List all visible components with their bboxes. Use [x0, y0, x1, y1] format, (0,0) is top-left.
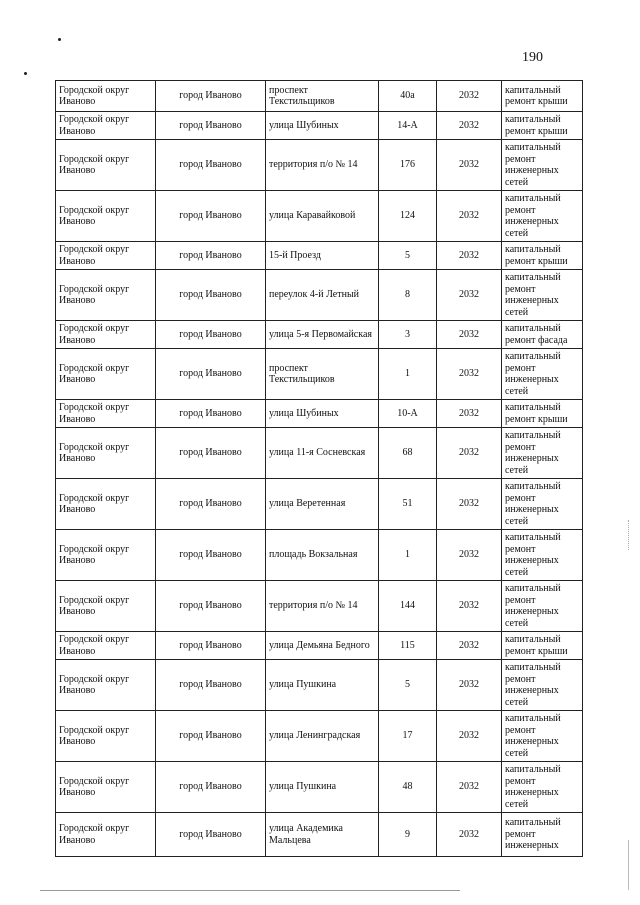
house-number-cell: 40а — [379, 81, 437, 112]
city-cell: город Иваново — [156, 349, 266, 400]
year-cell: 2032 — [437, 479, 502, 530]
house-number-cell: 5 — [379, 242, 437, 270]
table-row — [56, 349, 583, 400]
year-cell: 2032 — [437, 242, 502, 270]
city-cell: город Иваново — [156, 762, 266, 813]
table-row — [56, 813, 583, 857]
scan-mark — [628, 840, 630, 890]
house-number-cell: 48 — [379, 762, 437, 813]
work-type-cell: капитальный ремонт инженерных сетей — [502, 581, 583, 632]
year-cell: 2032 — [437, 349, 502, 400]
street-cell: улица Ленинградская — [266, 711, 379, 762]
street-cell: улица Академика Мальцева — [266, 813, 379, 857]
district-cell: Городской округ Иваново — [56, 581, 156, 632]
work-type-cell: капитальный ремонт инженерных сетей — [502, 762, 583, 813]
district-cell: Городской округ Иваново — [56, 242, 156, 270]
street-cell: площадь Вокзальная — [266, 530, 379, 581]
district-cell: Городской округ Иваново — [56, 711, 156, 762]
street-cell: улица Пушкина — [266, 762, 379, 813]
work-type-cell: капитальный ремонт инженерных сетей — [502, 660, 583, 711]
city-cell: город Иваново — [156, 530, 266, 581]
work-type-cell: капитальный ремонт инженерных сетей — [502, 479, 583, 530]
city-cell: город Иваново — [156, 140, 266, 191]
table-row — [56, 112, 583, 140]
street-cell: проспект Текстильщиков — [266, 81, 379, 112]
house-number-cell: 124 — [379, 191, 437, 242]
work-type-cell: капитальный ремонт крыши — [502, 400, 583, 428]
district-cell: Городской округ Иваново — [56, 191, 156, 242]
district-cell: Городской округ Иваново — [56, 81, 156, 112]
table-row — [56, 81, 583, 112]
house-number-cell: 9 — [379, 813, 437, 857]
district-cell: Городской округ Иваново — [56, 530, 156, 581]
work-type-cell: капитальный ремонт фасада — [502, 321, 583, 349]
district-cell: Городской округ Иваново — [56, 428, 156, 479]
district-cell: Городской округ Иваново — [56, 813, 156, 857]
table-row — [56, 762, 583, 813]
street-cell: улица 5-я Первомайская — [266, 321, 379, 349]
city-cell: город Иваново — [156, 428, 266, 479]
street-cell: переулок 4-й Летный — [266, 270, 379, 321]
year-cell: 2032 — [437, 140, 502, 191]
street-cell: территория п/о № 14 — [266, 140, 379, 191]
table-row — [56, 428, 583, 479]
district-cell: Городской округ Иваново — [56, 349, 156, 400]
table-row — [56, 191, 583, 242]
street-cell: улица Каравайковой — [266, 191, 379, 242]
house-number-cell: 14-А — [379, 112, 437, 140]
street-cell: проспект Текстильщиков — [266, 349, 379, 400]
work-type-cell: капитальный ремонт крыши — [502, 112, 583, 140]
work-type-cell: капитальный ремонт инженерных сетей — [502, 711, 583, 762]
city-cell: город Иваново — [156, 581, 266, 632]
house-number-cell: 176 — [379, 140, 437, 191]
city-cell: город Иваново — [156, 81, 266, 112]
street-cell: улица Шубиных — [266, 400, 379, 428]
city-cell: город Иваново — [156, 400, 266, 428]
street-cell: улица Шубиных — [266, 112, 379, 140]
house-number-cell: 3 — [379, 321, 437, 349]
table-row — [56, 581, 583, 632]
city-cell: город Иваново — [156, 270, 266, 321]
street-cell: 15-й Проезд — [266, 242, 379, 270]
table-row — [56, 270, 583, 321]
year-cell: 2032 — [437, 762, 502, 813]
house-number-cell: 5 — [379, 660, 437, 711]
house-number-cell: 10-А — [379, 400, 437, 428]
district-cell: Городской округ Иваново — [56, 660, 156, 711]
year-cell: 2032 — [437, 813, 502, 857]
district-cell: Городской округ Иваново — [56, 112, 156, 140]
district-cell: Городской округ Иваново — [56, 270, 156, 321]
city-cell: город Иваново — [156, 632, 266, 660]
table-row — [56, 632, 583, 660]
city-cell: город Иваново — [156, 112, 266, 140]
footer-rule — [40, 890, 460, 891]
city-cell: город Иваново — [156, 660, 266, 711]
work-type-cell: капитальный ремонт крыши — [502, 242, 583, 270]
table-row — [56, 479, 583, 530]
street-cell: улица Пушкина — [266, 660, 379, 711]
year-cell: 2032 — [437, 428, 502, 479]
street-cell: улица Веретенная — [266, 479, 379, 530]
work-type-cell: капитальный ремонт инженерных сетей — [502, 530, 583, 581]
house-number-cell: 17 — [379, 711, 437, 762]
street-cell: улица Демьяна Бедного — [266, 632, 379, 660]
scan-speck — [58, 38, 61, 41]
district-cell: Городской округ Иваново — [56, 479, 156, 530]
year-cell: 2032 — [437, 530, 502, 581]
year-cell: 2032 — [437, 270, 502, 321]
street-cell: территория п/о № 14 — [266, 581, 379, 632]
table-row — [56, 321, 583, 349]
city-cell: город Иваново — [156, 321, 266, 349]
table-row — [56, 242, 583, 270]
district-cell: Городской округ Иваново — [56, 321, 156, 349]
scan-mark — [628, 520, 630, 550]
year-cell: 2032 — [437, 81, 502, 112]
page-number: 190 — [522, 50, 543, 65]
work-type-cell: капитальный ремонт инженерных сетей — [502, 191, 583, 242]
year-cell: 2032 — [437, 112, 502, 140]
year-cell: 2032 — [437, 632, 502, 660]
year-cell: 2032 — [437, 581, 502, 632]
house-number-cell: 115 — [379, 632, 437, 660]
repair-schedule-table — [55, 80, 583, 857]
year-cell: 2032 — [437, 321, 502, 349]
house-number-cell: 8 — [379, 270, 437, 321]
table-row — [56, 711, 583, 762]
city-cell: город Иваново — [156, 479, 266, 530]
scan-speck — [24, 72, 27, 75]
work-type-cell: капитальный ремонт инженерных сетей — [502, 270, 583, 321]
table-row — [56, 660, 583, 711]
house-number-cell: 51 — [379, 479, 437, 530]
city-cell: город Иваново — [156, 711, 266, 762]
house-number-cell: 144 — [379, 581, 437, 632]
table-row — [56, 400, 583, 428]
work-type-cell: капитальный ремонт инженерных сетей — [502, 428, 583, 479]
work-type-cell: капитальный ремонт инженерных — [502, 813, 583, 857]
house-number-cell: 1 — [379, 349, 437, 400]
district-cell: Городской округ Иваново — [56, 762, 156, 813]
city-cell: город Иваново — [156, 813, 266, 857]
year-cell: 2032 — [437, 191, 502, 242]
city-cell: город Иваново — [156, 242, 266, 270]
year-cell: 2032 — [437, 400, 502, 428]
work-type-cell: капитальный ремонт крыши — [502, 81, 583, 112]
city-cell: город Иваново — [156, 191, 266, 242]
table-row — [56, 530, 583, 581]
district-cell: Городской округ Иваново — [56, 400, 156, 428]
year-cell: 2032 — [437, 711, 502, 762]
table-row — [56, 140, 583, 191]
house-number-cell: 1 — [379, 530, 437, 581]
work-type-cell: капитальный ремонт крыши — [502, 632, 583, 660]
district-cell: Городской округ Иваново — [56, 632, 156, 660]
work-type-cell: капитальный ремонт инженерных сетей — [502, 140, 583, 191]
street-cell: улица 11-я Сосневская — [266, 428, 379, 479]
year-cell: 2032 — [437, 660, 502, 711]
house-number-cell: 68 — [379, 428, 437, 479]
district-cell: Городской округ Иваново — [56, 140, 156, 191]
work-type-cell: капитальный ремонт инженерных сетей — [502, 349, 583, 400]
